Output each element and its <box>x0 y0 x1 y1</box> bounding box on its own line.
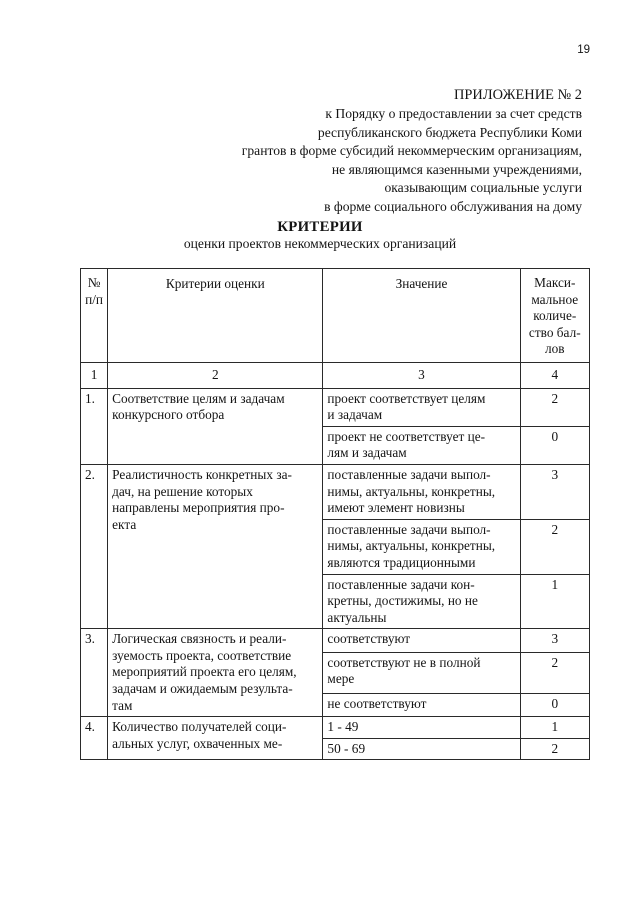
criterion-number: 3. <box>81 629 108 717</box>
page-number: 19 <box>577 44 590 56</box>
criteria-table <box>80 268 590 760</box>
column-index: 2 <box>108 362 323 388</box>
header-criterion: Критерии оценки <box>108 269 323 363</box>
criterion-line: мероприятий проекта его целям, <box>112 664 297 680</box>
value-line: 1 - 49 <box>327 719 359 735</box>
value-line: нимы, актуальны, конкретны, <box>327 538 496 554</box>
max-score: 3 <box>520 629 589 652</box>
criterion-line: Логическая связность и реали- <box>112 631 287 647</box>
criterion-description <box>108 464 323 628</box>
criterion-line: зуемость проекта, соответствие <box>112 647 292 663</box>
value-line: актуальны <box>327 609 387 625</box>
value-description <box>323 426 520 464</box>
value-line: не соответствуют <box>327 695 427 711</box>
value-description <box>323 388 520 426</box>
value-line: проект не соответствует це- <box>327 428 486 444</box>
max-score: 1 <box>520 717 589 739</box>
value-line: нимы, актуальны, конкретны, <box>327 483 496 499</box>
appendix-line: оказывающим социальные услуги <box>384 180 582 196</box>
value-line: поставленные задачи кон- <box>327 576 475 592</box>
criterion-line: задачам и ожидаемым результа- <box>112 681 293 697</box>
appendix-line: к Порядку о предоставлении за счет средств <box>325 106 582 121</box>
value-line: лям и задачам <box>327 445 407 461</box>
value-line: поставленные задачи выпол- <box>327 466 491 482</box>
criterion-line: направлены мероприятия про- <box>112 500 285 516</box>
header-max-line: количе- <box>533 308 577 324</box>
table-row <box>81 629 590 652</box>
max-score: 2 <box>520 388 589 426</box>
appendix-line: республиканского бюджета Республики Коми <box>317 124 582 140</box>
criterion-description <box>108 388 323 464</box>
appendix-line: в форме социального обслуживания на дому <box>324 198 582 214</box>
value-line: кретны, достижимы, но не <box>327 593 478 609</box>
criterion-number: 4. <box>81 717 108 760</box>
max-score: 2 <box>520 519 589 574</box>
header-number-line: № <box>87 275 101 290</box>
header-number-line: п/п <box>85 291 104 307</box>
criterion-line: Соответствие целям и задачам <box>112 390 285 406</box>
criterion-line: Реалистичность конкретных за- <box>112 466 292 482</box>
table-row <box>81 464 590 519</box>
document-title: КРИТЕРИИ <box>277 219 363 235</box>
value-description <box>323 738 520 760</box>
criterion-number: 2. <box>81 464 108 628</box>
appendix-line: не являющимся казенными учреждениями, <box>331 161 582 177</box>
column-index: 1 <box>81 362 108 388</box>
value-description <box>323 652 520 693</box>
max-score: 3 <box>520 464 589 519</box>
criterion-line: дач, на решение которых <box>112 483 253 499</box>
max-score: 2 <box>520 738 589 760</box>
table-row <box>81 717 590 739</box>
criterion-line: Количество получателей соци- <box>112 719 287 735</box>
column-index: 3 <box>323 362 520 388</box>
header-max-line: лов <box>545 341 565 357</box>
criterion-description <box>108 717 323 760</box>
criteria-table-body <box>81 269 590 760</box>
header-max-score <box>520 269 589 363</box>
table-header-row <box>81 269 590 363</box>
criterion-line: альных услуг, охваченных ме- <box>112 735 283 751</box>
value-description <box>323 717 520 739</box>
header-value: Значение <box>323 269 520 363</box>
criterion-description <box>108 629 323 717</box>
value-line: поставленные задачи выпол- <box>327 521 491 537</box>
value-line: и задачам <box>327 407 383 423</box>
appendix-heading: ПРИЛОЖЕНИЕ № 2 <box>454 87 582 103</box>
document-subtitle: оценки проектов некоммерческих организаций <box>183 236 457 251</box>
max-score: 0 <box>520 693 589 716</box>
value-line: имеют элемент новизны <box>327 500 465 516</box>
appendix-line: грантов в форме субсидий некоммерческим организациям, <box>241 143 582 159</box>
column-index: 4 <box>520 362 589 388</box>
column-index-row <box>81 362 590 388</box>
value-description <box>323 464 520 519</box>
value-description <box>323 519 520 574</box>
criterion-line: екта <box>112 516 137 532</box>
value-line: мере <box>327 671 355 687</box>
max-score: 1 <box>520 574 589 629</box>
header-number <box>81 269 108 363</box>
value-line: соответствуют <box>327 631 411 647</box>
value-line: соответствуют не в полной <box>327 654 481 670</box>
header-max-line: мальное <box>531 291 579 307</box>
max-score: 0 <box>520 426 589 464</box>
value-line: 50 - 69 <box>327 740 366 756</box>
criterion-number: 1. <box>81 388 108 464</box>
criterion-line: конкурсного отбора <box>112 407 225 423</box>
header-max-line: Макси- <box>534 275 576 290</box>
criterion-line: там <box>112 697 133 713</box>
value-line: являются традиционными <box>327 554 476 570</box>
value-description <box>323 574 520 629</box>
table-row <box>81 388 590 426</box>
max-score: 2 <box>520 652 589 693</box>
appendix-block <box>162 86 582 217</box>
value-line: проект соответствует целям <box>327 390 486 406</box>
value-description <box>323 693 520 716</box>
header-max-line: ство бал- <box>528 324 581 340</box>
value-description <box>323 629 520 652</box>
